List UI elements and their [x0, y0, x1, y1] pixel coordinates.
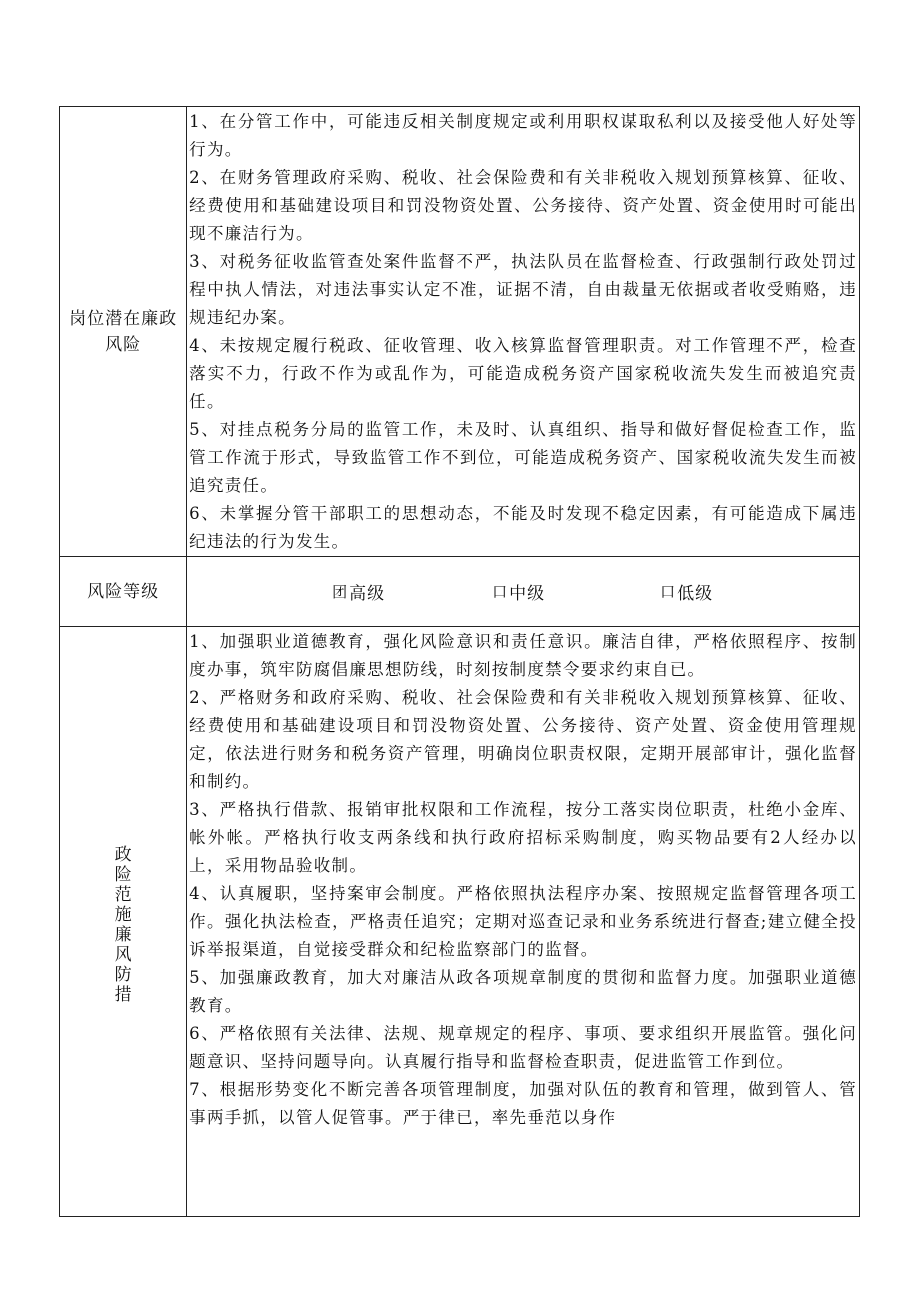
empty-box-icon: 口 — [492, 583, 509, 601]
risk-level-label: 风险等级 — [87, 581, 160, 602]
risk-item-3: 3、对税务征收监管查处案件监督不严，执法队员在监督检查、行政强制行政处罚过程中执人情法，对违法事实认定不准，证据不清，自由裁量无依据或者收受贿赂，违规违纪办案。 — [189, 252, 857, 327]
risk-level-options-cell — [187, 557, 860, 627]
level-option-medium-text: 中级 — [509, 584, 546, 604]
level-option-low — [660, 579, 780, 604]
empty-box-icon: 口 — [660, 583, 677, 601]
level-option-low-text: 低级 — [677, 584, 714, 604]
risk-level-row — [60, 557, 860, 627]
measure-item-7: 7、根据形势变化不断完善各项管理制度，加强对队伍的教育和管理，做到管人、管事两手抓，以管人促管事。严于律已，率先垂范以身作 — [189, 1080, 857, 1127]
risk-item-6: 6、未掌握分管干部职工的思想动态，不能及时发现不稳定因素，有可能造成下属违纪违法的行为发生。 — [189, 504, 857, 551]
measure-item-1: 1、加强职业道德教育，强化风险意识和责任意识。廉洁自律，严格依照程序、按制度办事，筑牢防腐倡廉思想防线，时刻按制度禁令要求约束自已。 — [189, 632, 857, 679]
risk-item-2: 2、在财务管理政府采购、税收、社会保险费和有关非税收入规划预算核算、征收、经费使用和基础建设项目和罚没物资处置、公务接待、资产处置、资金使用时可能出现不廉洁行为。 — [189, 168, 857, 243]
risk-item-5: 5、对挂点税务分局的监管工作，未及时、认真组织、指导和做好督促检查工作，监管工作流于形式，导致监管工作不到位，可能造成税务资产、国家税收流失发生而被追究责任。 — [189, 420, 857, 495]
measure-item-5: 5、加强廉政教育，加大对廉洁从政各项规章制度的贯彻和监督力度。加强职业道德教育。 — [189, 968, 857, 1015]
level-option-high — [332, 579, 492, 604]
measures-row — [60, 627, 860, 1217]
risk-item-4: 4、未按规定履行税政、征收管理、收入核算监督管理职责。对工作管理不严，检查落实不力，行政不作为或乱作为，可能造成税务资产国家税收流失发生而被追究责任。 — [189, 336, 857, 411]
risk-item-1: 1、在分管工作中，可能违反相关制度规定或利用职权谋取私利以及接受他人好处等行为。 — [189, 112, 857, 159]
level-option-high-text: 高级 — [349, 584, 386, 604]
measures-label-cell — [60, 627, 187, 1217]
measure-item-6: 6、严格依照有关法律、法规、规章规定的程序、事项、要求组织开展监管。强化问题意识、坚持问题导向。认真履行指导和监督检查职责，促进监管工作到位。 — [189, 1024, 857, 1071]
measure-item-2: 2、严格财务和政府采购、税收、社会保险费和有关非税收入规划预算核算、征收、经费使用和基础建设项目和罚没物资处置、公务接待、资产处置、资金使用管理规定，依法进行财务和税务资产管理，明确岗位职责权限，定期开展部审计，强化监督和制约。 — [189, 688, 857, 791]
risk-control-table — [59, 106, 860, 1217]
risk-level-label-cell — [60, 557, 187, 627]
risk-row — [60, 107, 860, 557]
measure-item-4: 4、认真履职，坚持案审会制度。严格依照执法程序办案、按照规定监督管理各项工作。强化执法检查，严格责任追究；定期对巡查记录和业务系统进行督查;建立健全投诉举报渠道，自觉接受群众和纪检监察部门的监督。 — [189, 884, 857, 959]
risk-content-cell — [187, 107, 860, 557]
level-option-medium — [492, 579, 660, 604]
risk-items — [189, 108, 857, 554]
measures-content-cell — [187, 627, 860, 1217]
risk-level-options — [187, 579, 859, 604]
measures-label: 政险范施廉风防措 — [114, 844, 132, 1005]
checked-box-icon: 团 — [332, 583, 349, 601]
measure-item-3: 3、严格执行借款、报销审批权限和工作流程，按分工落实岗位职责，杜绝小金库、帐外帐。严格执行收支两条线和执行政府招标采购制度，购买物品要有2人经办以上，采用物品验收制。 — [189, 800, 857, 875]
risk-label-cell — [60, 107, 187, 557]
risk-label: 岗位潜在廉政风险 — [69, 308, 178, 355]
